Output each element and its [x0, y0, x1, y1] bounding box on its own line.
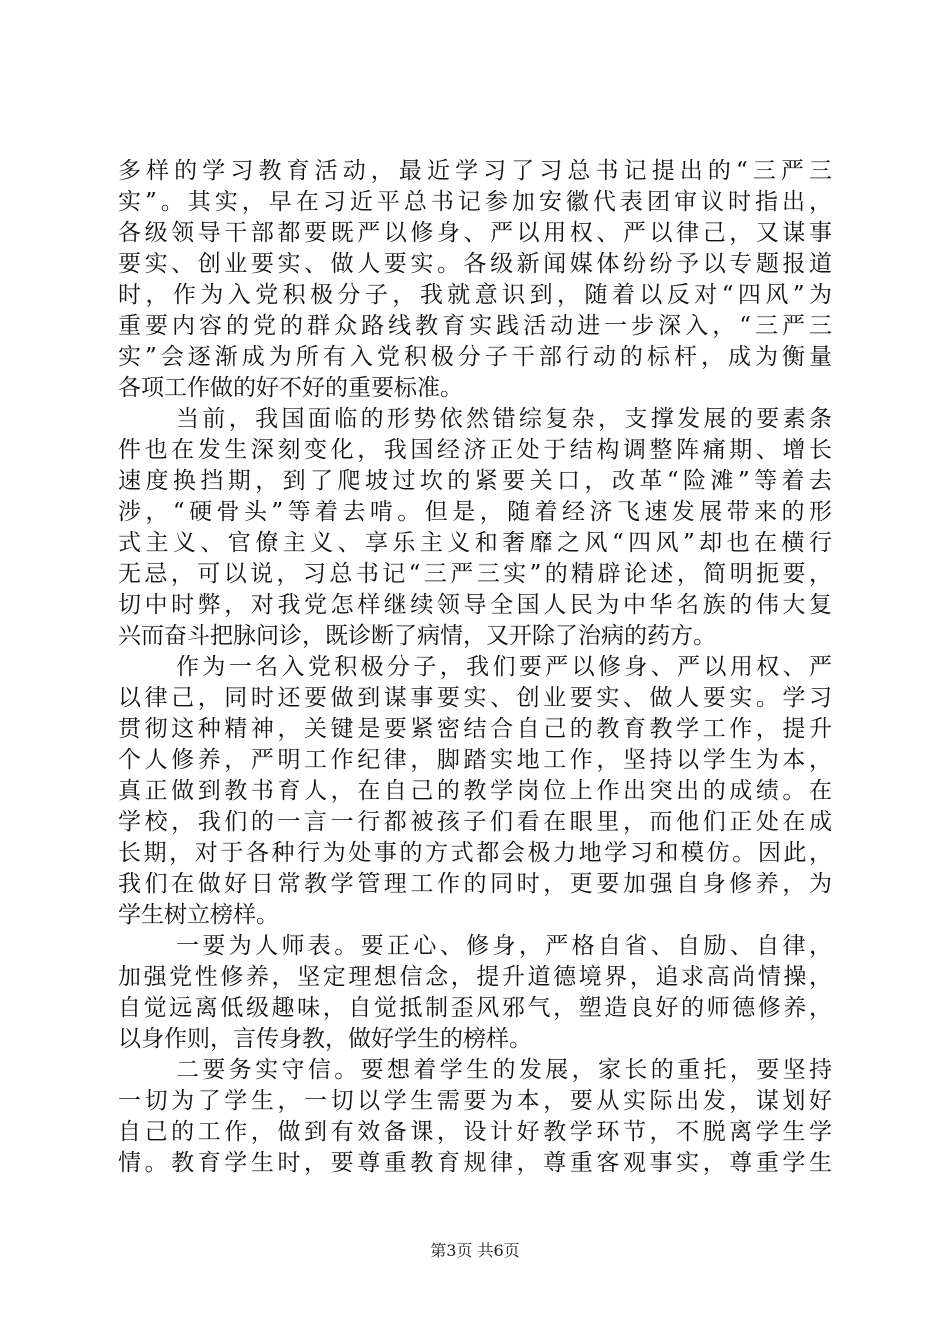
text-line: 要实、创业要实、做人要实。各级新闻媒体纷纷予以专题报道 — [118, 251, 832, 277]
text-line: 一切为了学生，一切以学生需要为本，要从实际出发，谋划好 — [118, 1088, 832, 1114]
text-line: 无忌，可以说，习总书记“三严三实”的精辟论述，简明扼要， — [118, 561, 832, 587]
paragraph — [118, 1055, 832, 1179]
text-line: 速度换挡期，到了爬坡过坎的紧要关口，改革“险滩”等着去 — [118, 468, 832, 494]
text-line: 多样的学习教育活动，最近学习了习总书记提出的“三严三 — [118, 158, 832, 184]
page-number: 第3页 共6页 — [430, 1241, 520, 1260]
text-line: 自己的工作，做到有效备课，设计好教学环节，不脱离学生学 — [118, 1119, 832, 1145]
text-line: 自觉远离低级趣味，自觉抵制歪风邪气，塑造良好的师德修养， — [118, 995, 832, 1021]
paragraph — [118, 931, 832, 1055]
text-line: 切中时弊，对我党怎样继续领导全国人民为中华名族的伟大复 — [118, 592, 832, 618]
text-line: 学校，我们的一言一行都被孩子们看在眼里，而他们正处在成 — [118, 809, 832, 835]
text-line: 加强党性修养，坚定理想信念，提升道德境界，追求高尚情操， — [118, 964, 832, 990]
text-line: 个人修养，严明工作纪律，脚踏实地工作，坚持以学生为本， — [118, 747, 832, 773]
text-line: 以律己，同时还要做到谋事要实、创业要实、做人要实。学习 — [118, 685, 832, 711]
text-line: 情。教育学生时，要尊重教育规律，尊重客观事实，尊重学生 — [118, 1150, 832, 1176]
text-line: 涉，“硬骨头”等着去啃。但是，随着经济飞速发展带来的形 — [118, 499, 832, 525]
text-line: 一要为人师表。要正心、修身，严格自省、自励、自律， — [176, 933, 832, 959]
text-line: 实”会逐渐成为所有入党积极分子干部行动的标杆，成为衡量 — [118, 344, 832, 370]
text-line: 时，作为入党积极分子，我就意识到，随着以反对“四风”为 — [118, 282, 832, 308]
text-line: 兴而奋斗把脉问诊，既诊断了病情，又开除了治病的药方。 — [118, 623, 716, 649]
text-line: 作为一名入党积极分子，我们要严以修身、严以用权、严 — [176, 654, 832, 680]
text-line: 式主义、官僚主义、享乐主义和奢靡之风“四风”却也在横行 — [118, 530, 832, 556]
text-line: 学生树立榜样。 — [118, 902, 279, 928]
text-line: 长期，对于各种行为处事的方式都会极力地学习和模仿。因此， — [118, 840, 832, 866]
text-line: 实”。其实，早在习近平总书记参加安徽代表团审议时指出， — [118, 189, 832, 215]
text-line: 贯彻这种精神，关键是要紧密结合自己的教育教学工作，提升 — [118, 716, 832, 742]
text-line: 件也在发生深刻变化，我国经济正处于结构调整阵痛期、增长 — [118, 437, 832, 463]
text-line: 以身作则，言传身教，做好学生的榜样。 — [118, 1026, 532, 1052]
text-line: 各项工作做的好不好的重要标准。 — [118, 375, 463, 401]
paragraph — [118, 156, 832, 404]
text-line: 当前，我国面临的形势依然错综复杂，支撑发展的要素条 — [176, 406, 832, 432]
paragraph — [118, 404, 832, 652]
text-line: 我们在做好日常教学管理工作的同时，更要加强自身修养，为 — [118, 871, 832, 897]
text-line: 真正做到教书育人，在自己的教学岗位上作出突出的成绩。在 — [118, 778, 832, 804]
page-footer — [0, 1241, 950, 1261]
text-line: 重要内容的党的群众路线教育实践活动进一步深入，“三严三 — [118, 313, 832, 339]
document-body — [118, 156, 832, 1179]
paragraph — [118, 652, 832, 931]
text-line: 二要务实守信。要想着学生的发展，家长的重托，要坚持 — [176, 1057, 832, 1083]
text-line: 各级领导干部都要既严以修身、严以用权、严以律己，又谋事 — [118, 220, 832, 246]
